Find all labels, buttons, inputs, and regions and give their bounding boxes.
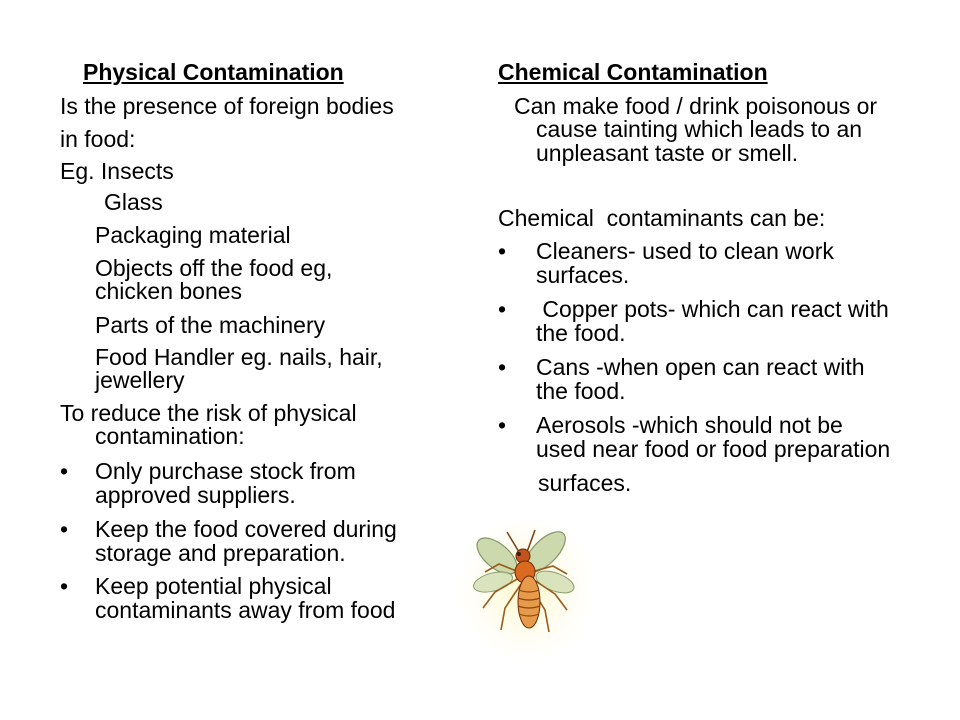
bullet-marker: • <box>60 458 69 484</box>
chemical-heading: Chemical Contamination <box>498 59 768 85</box>
physical-intro-line2: in food: <box>60 126 136 152</box>
example-glass: Glass <box>104 189 163 215</box>
example-machinery: Parts of the machinery <box>95 312 326 338</box>
chemical-bullet-2-line2: the food. <box>536 320 626 346</box>
example-food-handler: Food Handler eg. nails, hair, <box>95 344 383 370</box>
chemical-list-heading: Chemical contaminants can be: <box>498 205 826 231</box>
physical-bullet-2-line1: Keep the food covered during <box>95 516 397 542</box>
physical-bullet-3-line1: Keep potential physical <box>95 573 332 599</box>
chemical-bullet-4-line3: surfaces. <box>538 470 632 496</box>
physical-intro-line1: Is the presence of foreign bodies <box>60 93 394 119</box>
example-objects: Objects off the food eg, <box>95 255 333 281</box>
bullet-marker: • <box>498 296 507 322</box>
chemical-intro-line2: cause tainting which leads to an <box>536 116 863 142</box>
physical-bullet-2-line2: storage and preparation. <box>95 540 346 566</box>
physical-bullet-3-line2: contaminants away from food <box>95 597 396 623</box>
bullet-marker: • <box>498 354 507 380</box>
bullet-marker: • <box>60 573 69 599</box>
chemical-bullet-2-line1: Copper pots- which can react with <box>536 296 889 322</box>
physical-bullet-1-line1: Only purchase stock from <box>95 458 356 484</box>
chemical-bullet-3-line1: Cans -when open can react with <box>536 354 865 380</box>
chemical-bullet-4-line2: used near food or food preparation <box>536 436 891 462</box>
example-objects-cont: chicken bones <box>95 278 243 304</box>
example-insects: Eg. Insects <box>60 158 174 184</box>
physical-heading: Physical Contamination <box>83 59 344 85</box>
chemical-bullet-1-line2: surfaces. <box>536 262 630 288</box>
chemical-bullet-3-line2: the food. <box>536 378 626 404</box>
insect-icon <box>455 512 597 664</box>
chemical-bullet-4-line1: Aerosols -which should not be <box>536 412 843 438</box>
bullet-marker: • <box>60 516 69 542</box>
example-food-handler-cont: jewellery <box>95 367 185 393</box>
physical-bullet-1-line2: approved suppliers. <box>95 482 296 508</box>
chemical-intro-line3: unpleasant taste or smell. <box>536 140 799 166</box>
reduce-risk-line2: contamination: <box>95 423 245 449</box>
example-packaging: Packaging material <box>95 222 291 248</box>
reduce-risk-line1: To reduce the risk of physical <box>60 400 357 426</box>
chemical-bullet-1-line1: Cleaners- used to clean work <box>536 238 834 264</box>
bullet-marker: • <box>498 412 507 438</box>
chemical-intro-line1: Can make food / drink poisonous or <box>514 93 878 119</box>
bullet-marker: • <box>498 238 507 264</box>
